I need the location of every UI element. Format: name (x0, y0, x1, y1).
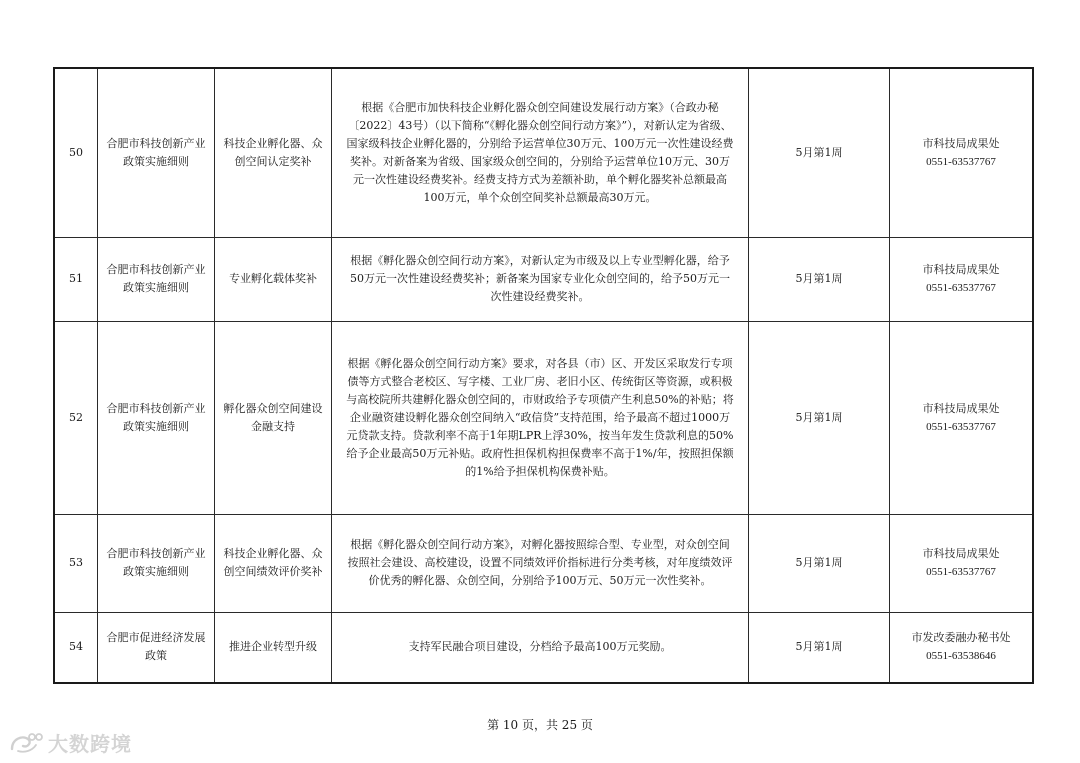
item-name: 科技企业孵化器、众创空间绩效评价奖补 (215, 514, 332, 612)
table-row (54, 68, 1033, 237)
logo-swirl-icon (8, 729, 44, 755)
department-phone: 0551-63537767 (926, 566, 996, 578)
department-contact (890, 237, 1034, 321)
watermark-text: 大数跨境 (48, 731, 132, 756)
table-row (54, 612, 1033, 683)
policy-table (53, 67, 1034, 684)
table-row (54, 321, 1033, 514)
department-name: 市科技局成果处 (922, 263, 1000, 276)
table-row (54, 514, 1033, 612)
policy-name: 合肥市科技创新产业政策实施细则 (98, 68, 215, 237)
policy-content (332, 612, 749, 683)
department-name: 市发改委融办秘书处 (911, 631, 1011, 645)
application-time: 5月第1周 (749, 612, 890, 683)
department-name: 市科技局成果处 (922, 136, 1000, 150)
policy-content-text: 支持军民融合项目建设，分档给予最高100万元奖励。 (408, 640, 672, 654)
application-time: 5月第1周 (749, 321, 890, 514)
department-contact (890, 612, 1034, 683)
department-phone: 0551-63537767 (926, 155, 996, 168)
row-number: 51 (54, 237, 98, 321)
policy-content-text: 根据《合肥市加快科技企业孵化器众创空间建设发展行动方案》（合政办秘〔2022〕43号）（以下简称“《孵化器众创空间行动方案》”），对新认定为省级、国家级科技企业孵化器的，分别给予运营单位30万元、100万元一次性建设经费奖补。对新备案为省级、国家级众创空间的，分别给予运营单位10万元、30万元一次性建设经费奖补。经费支持方式为差额补助，单个孵化器奖补总额最高100万元，单个众创空间奖补总额最高30万元。 (346, 100, 734, 204)
row-number: 52 (54, 321, 98, 514)
department-name: 市科技局成果处 (922, 547, 1000, 560)
application-time: 5月第1周 (749, 514, 890, 612)
policy-name: 合肥市科技创新产业政策实施细则 (98, 321, 215, 514)
department-phone: 0551-63538646 (926, 650, 996, 663)
row-number: 54 (54, 612, 98, 683)
application-time: 5月第1周 (749, 68, 890, 237)
policy-content-text: 根据《孵化器众创空间行动方案》要求，对各县（市）区、开发区采取发行专项债等方式整合老校区、写字楼、工业厂房、老旧小区、传统街区等资源，或积极与高校院所共建孵化器众创空间的，市财政给予专项债产生利息50%的补贴；将企业融资建设孵化器众创空间纳入“政信贷”支持范围，给予最高不超过1000万元贷款支持。贷款利率不高于1年期LPR上浮30%，按当年发生贷款利息的50%给予企业最高50万元补贴。政府性担保机构担保费率不高于1%/年，按照担保额的1%给予担保机构保费补贴。 (346, 356, 734, 478)
department-name: 市科技局成果处 (922, 401, 1000, 415)
policy-name: 合肥市促进经济发展政策 (98, 612, 215, 683)
policy-content (332, 321, 749, 514)
item-name: 科技企业孵化器、众创空间认定奖补 (215, 68, 332, 237)
policy-content (332, 514, 749, 612)
application-time: 5月第1周 (749, 237, 890, 321)
department-contact (890, 68, 1034, 237)
row-number: 50 (54, 68, 98, 237)
department-contact (890, 321, 1034, 514)
policy-name: 合肥市科技创新产业政策实施细则 (98, 237, 215, 321)
item-name: 推进企业转型升级 (215, 612, 332, 683)
table-row (54, 237, 1033, 321)
policy-content (332, 68, 749, 237)
watermark (8, 728, 148, 756)
row-number: 53 (54, 514, 98, 612)
policy-content-text: 根据《孵化器众创空间行动方案》，对孵化器按照综合型、专业型，对众创空间按照社会建设、高校建设，设置不同绩效评价指标进行分类考核，对年度绩效评价优秀的孵化器、众创空间，分别给予100万元、50万元一次性奖补。 (347, 538, 733, 587)
department-contact (890, 514, 1034, 612)
policy-content (332, 237, 749, 321)
item-name: 专业孵化载体奖补 (215, 237, 332, 321)
item-name: 孵化器众创空间建设金融支持 (215, 321, 332, 514)
policy-content-text: 根据《孵化器众创空间行动方案》，对新认定为市级及以上专业型孵化器，给予50万元一次性建设经费奖补；新备案为国家专业化众创空间的，给予50万元一次性建设经费奖补。 (350, 254, 730, 303)
policy-name: 合肥市科技创新产业政策实施细则 (98, 514, 215, 612)
page-number: 第 10 页，共 25 页 (487, 718, 593, 732)
department-phone: 0551-63537767 (926, 420, 996, 433)
department-phone: 0551-63537767 (926, 282, 996, 294)
